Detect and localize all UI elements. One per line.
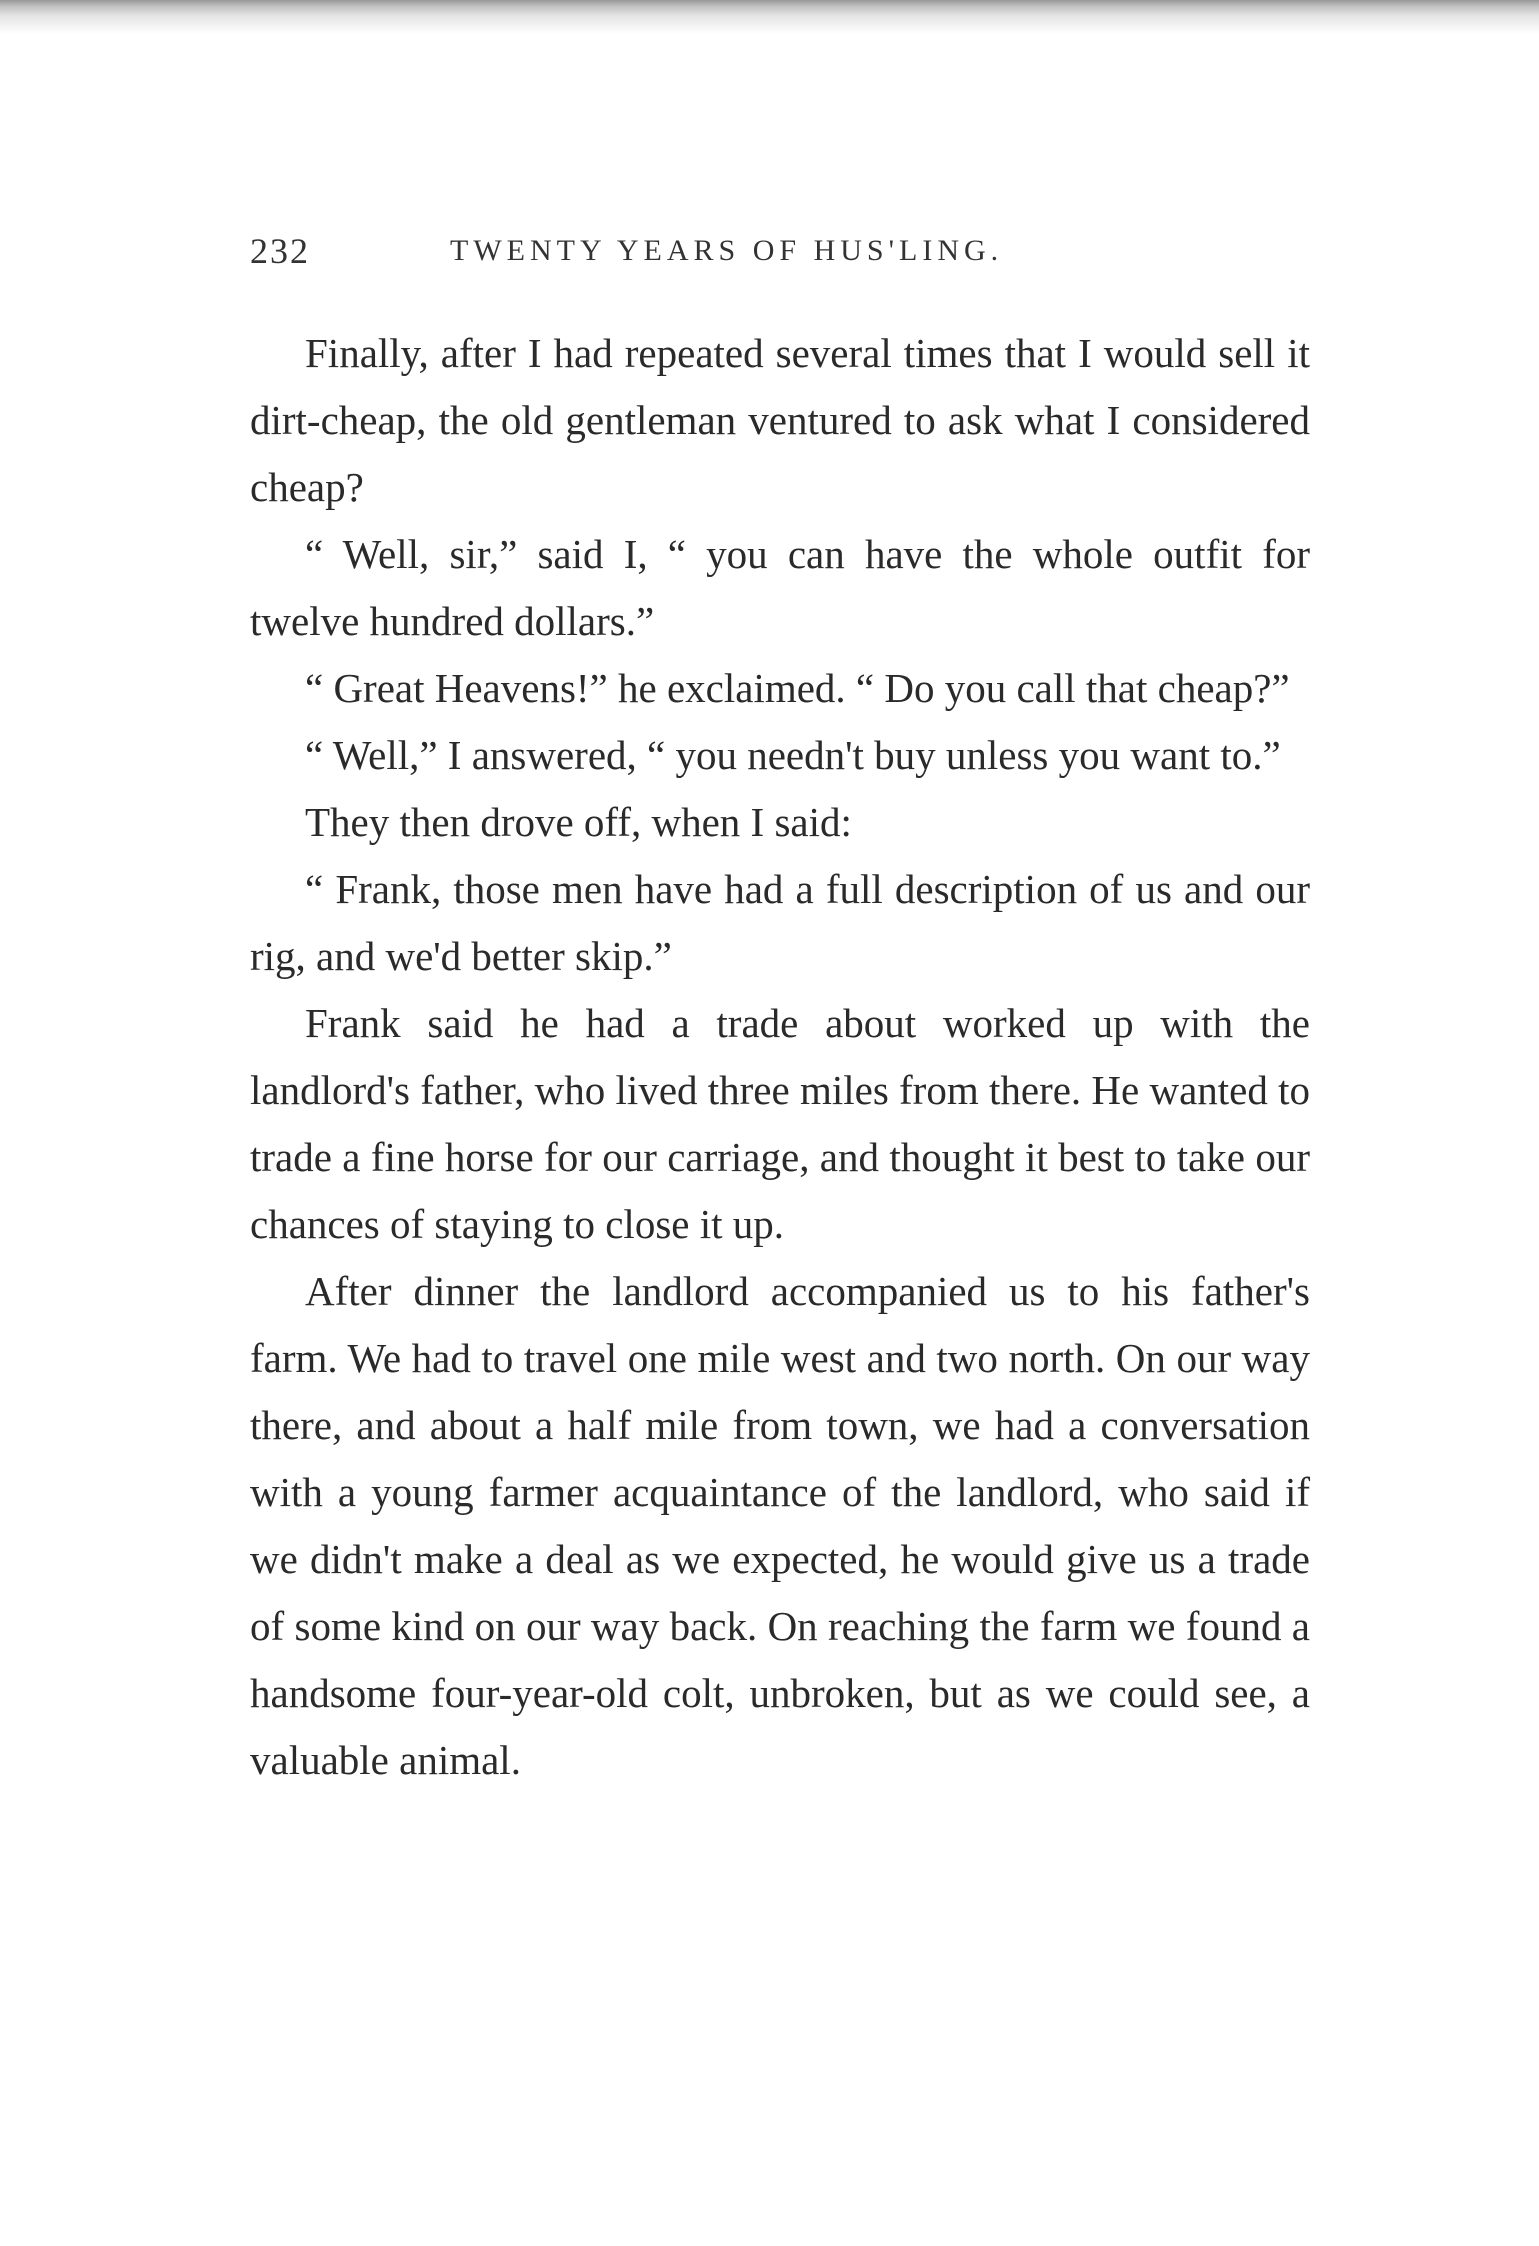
paragraph: After dinner the landlord accompanied us to his father's farm. We had to travel one mile west and two north. On our way there, and about a half mile from town, we had a conversation with a young farmer acquaintance of the landlord, who said if we didn't make a deal as we expected, he would give us a trade of some kind on our way back. On reaching the farm we found a handsome four-year-old colt, unbroken, but as we could see, a valuable animal.: [250, 1268, 1310, 1783]
running-head: [250, 220, 1310, 280]
page-number: 232: [250, 231, 310, 271]
running-title: TWENTY YEARS OF HUS'LING.: [450, 234, 1004, 267]
paragraph: “ Well, sir,” said I, “ you can have the whole outfit for twelve hundred dollars.”: [250, 531, 1310, 644]
paragraph: “ Well,” I answered, “ you needn't buy unless you want to.”: [305, 732, 1281, 778]
body-text: [250, 320, 1310, 1794]
book-page: [250, 220, 1310, 1794]
paragraph: “ Great Heavens!” he exclaimed. “ Do you call that cheap?”: [305, 665, 1290, 711]
paragraph: “ Frank, those men have had a full description of us and our rig, and we'd better skip.”: [250, 866, 1310, 979]
scan-edge: [0, 0, 1539, 34]
paragraph: Frank said he had a trade about worked up with the landlord's father, who lived three miles from there. He wanted to trade a fine horse for our carriage, and thought it best to take our chances of staying to close it up.: [250, 1000, 1311, 1247]
paragraph: They then drove off, when I said:: [305, 799, 852, 845]
paragraph: Finally, after I had repeated several times that I would sell it dirt-cheap, the old gentleman ventured to ask what I considered cheap?: [250, 330, 1310, 510]
